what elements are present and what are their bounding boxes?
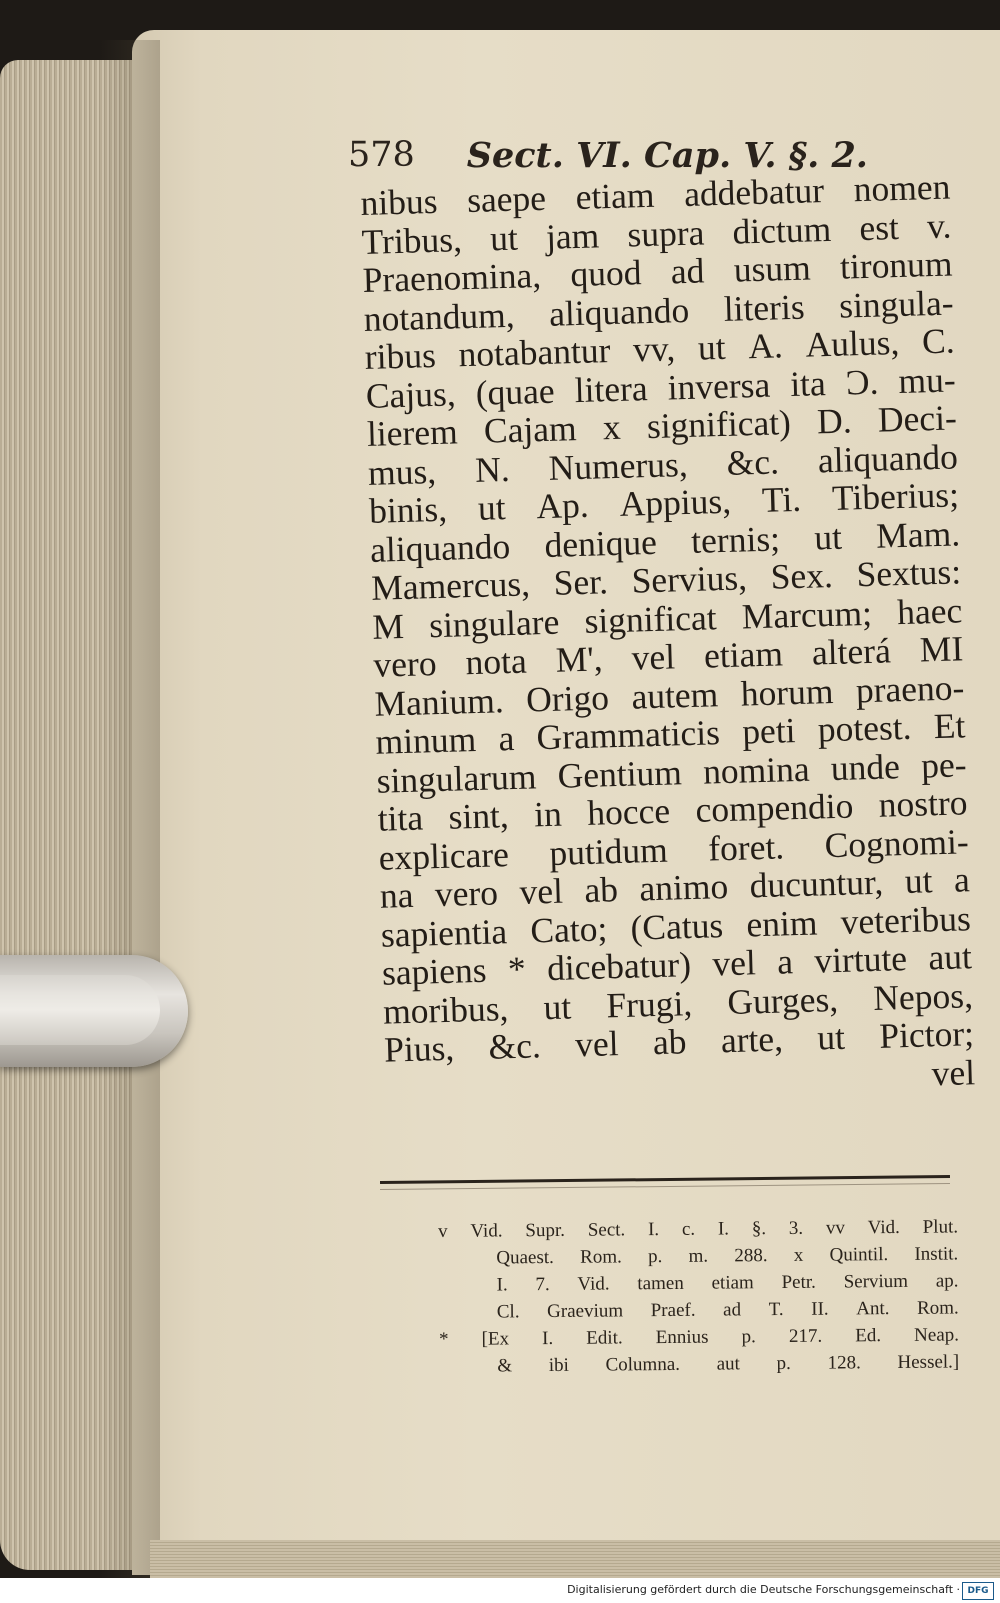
text-line: Manium. Origo autem horum praeno- — [373, 666, 965, 724]
text-line: aliquando denique ternis; ut Mam. — [369, 512, 961, 570]
footnote-line: Quaest. Rom. p. m. 288. x Quintil. Instit. — [496, 1243, 959, 1269]
text-line: Pius, &c. vel ab arte, ut Pictor; — [383, 1013, 975, 1070]
text-line: vero nota M', vel etiam alterá MI — [372, 628, 964, 685]
page-number: 578 — [348, 135, 415, 175]
text-line: moribus, ut Frugi, Gurges, Nepos, — [382, 974, 974, 1032]
text-line: binis, ut Ap. Appius, Ti. Tiberius; — [368, 474, 960, 531]
text-line: na vero vel ab animo ducuntur, ut a — [379, 859, 971, 916]
text-line: sapiens * dicebatur) vel a virtute aut — [381, 936, 973, 993]
footnote-line: I. 7. Vid. tamen etiam Petr. Servium ap. — [496, 1270, 959, 1296]
text-line: explicare putidum foret. Cognomi- — [378, 820, 970, 878]
footnote-line: & ibi Columna. aut p. 128. Hessel.] — [497, 1351, 960, 1377]
text-line: ribus notabantur vv, ut A. Aulus, C. — [364, 320, 956, 377]
text-line: minum a Grammaticis peti potest. Et — [375, 705, 966, 762]
footnote-line: v Vid. Supr. Sect. I. c. I. §. 3. vv Vid. Plut. — [438, 1216, 959, 1242]
text-line: nibus saepe etiam addebatur nomen — [359, 166, 951, 223]
text-line: Cajus, (quae litera inversa ita Ɔ. mu- — [365, 358, 957, 416]
page-bottom-edges — [150, 1540, 1000, 1578]
text-line: singularum Gentium nomina unde pe- — [376, 743, 967, 801]
banner-text: Digitalisierung gefördert durch die Deutsche Forschungsgemeinschaft · — [567, 1583, 960, 1596]
running-title: Sect. VI. Cap. V. §. 2. — [466, 134, 868, 176]
text-line: Mamercus, Ser. Servius, Sex. Sextus: — [370, 551, 962, 608]
text-line: sapientia Cato; (Catus enim veteribus — [380, 897, 972, 955]
text-line: Praenomina, quod ad usum tironum — [362, 243, 954, 300]
text-line: notandum, aliquando literis singula- — [363, 281, 955, 339]
text-line: lierem Cajam x significat) D. Deci- — [366, 397, 958, 454]
text-line: M singulare significat Marcum; haec — [371, 589, 963, 647]
footnotes — [438, 1213, 959, 1380]
body-text — [360, 168, 976, 1108]
dfg-logo: DFG — [962, 1582, 994, 1600]
text-line: mus, N. Numerus, &c. aliquando — [367, 435, 959, 493]
bookmark-clip-highlight — [0, 975, 160, 1045]
gutter-shadow — [100, 40, 160, 1580]
digitization-banner — [0, 1578, 1000, 1603]
text-line: Tribus, ut jam supra dictum est v. — [361, 205, 952, 262]
catchword: vel — [931, 1051, 976, 1093]
footnote-line: Cl. Graevium Praef. ad T. II. Ant. Rom. — [496, 1297, 959, 1323]
text-line: tita sint, in hocce compendio nostro — [377, 782, 968, 839]
footnote-line: * [Ex I. Edit. Ennius p. 217. Ed. Neap. — [438, 1324, 960, 1350]
